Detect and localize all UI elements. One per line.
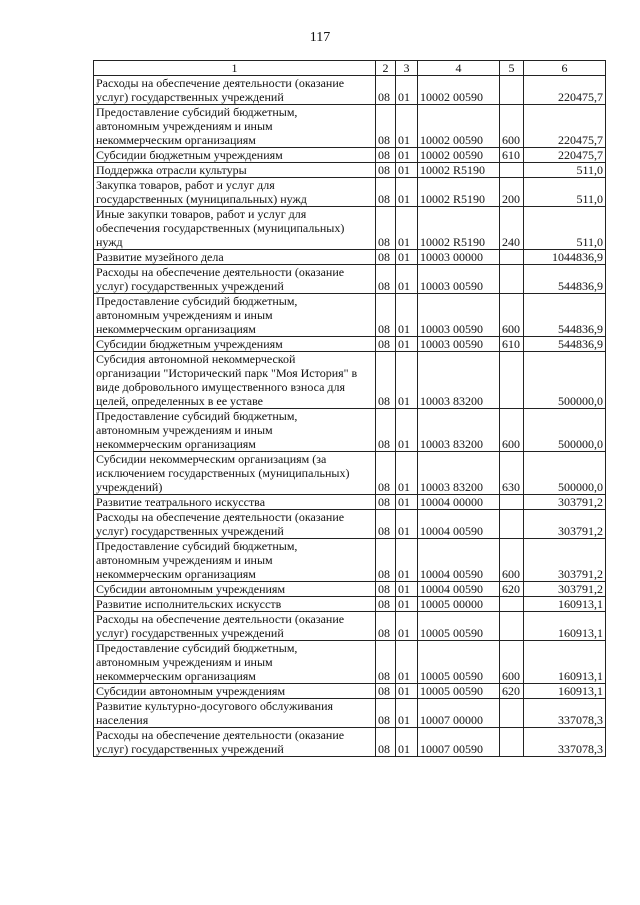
row-target-article: 10005 00590	[418, 641, 500, 684]
row-target-article: 10002 R5190	[418, 207, 500, 250]
row-section: 08	[376, 495, 396, 510]
row-section: 08	[376, 641, 396, 684]
row-target-article: 10005 00590	[418, 684, 500, 699]
table-row	[94, 684, 606, 699]
table-row	[94, 148, 606, 163]
row-amount: 544836,9	[524, 337, 606, 352]
row-section: 08	[376, 250, 396, 265]
row-target-article: 10002 00590	[418, 76, 500, 105]
row-subsection: 01	[396, 178, 418, 207]
row-subsection: 01	[396, 294, 418, 337]
row-amount: 544836,9	[524, 294, 606, 337]
row-target-article: 10003 83200	[418, 452, 500, 495]
row-section: 08	[376, 699, 396, 728]
row-amount: 220475,7	[524, 105, 606, 148]
row-subsection: 01	[396, 510, 418, 539]
row-subsection: 01	[396, 76, 418, 105]
row-amount: 220475,7	[524, 148, 606, 163]
header-row	[94, 61, 606, 76]
row-section: 08	[376, 728, 396, 757]
row-target-article: 10005 00000	[418, 597, 500, 612]
row-subsection: 01	[396, 163, 418, 178]
table-row	[94, 495, 606, 510]
row-expense-type: 620	[500, 582, 524, 597]
table-row	[94, 699, 606, 728]
row-target-article: 10003 00590	[418, 337, 500, 352]
row-subsection: 01	[396, 582, 418, 597]
budget-table	[93, 60, 606, 757]
row-section: 08	[376, 510, 396, 539]
row-amount: 303791,2	[524, 495, 606, 510]
row-name: Субсидии бюджетным учреждениям	[94, 337, 376, 352]
row-name: Предоставление субсидий бюджетным, автономным учреждениям и иным некоммерческим организациям	[94, 539, 376, 582]
row-target-article: 10003 83200	[418, 409, 500, 452]
row-target-article: 10004 00590	[418, 582, 500, 597]
row-section: 08	[376, 684, 396, 699]
row-target-article: 10004 00590	[418, 539, 500, 582]
row-section: 08	[376, 163, 396, 178]
row-amount: 160913,1	[524, 641, 606, 684]
row-amount: 511,0	[524, 207, 606, 250]
row-expense-type	[500, 163, 524, 178]
row-section: 08	[376, 612, 396, 641]
row-amount: 544836,9	[524, 265, 606, 294]
row-name: Расходы на обеспечение деятельности (оказание услуг) государственных учреждений	[94, 265, 376, 294]
row-section: 08	[376, 452, 396, 495]
row-expense-type	[500, 352, 524, 409]
row-amount: 337078,3	[524, 728, 606, 757]
row-expense-type: 630	[500, 452, 524, 495]
row-subsection: 01	[396, 265, 418, 294]
header-col-2: 2	[376, 61, 396, 76]
row-subsection: 01	[396, 728, 418, 757]
table-row	[94, 612, 606, 641]
row-name: Субсидии автономным учреждениям	[94, 582, 376, 597]
row-section: 08	[376, 265, 396, 294]
row-name: Субсидии бюджетным учреждениям	[94, 148, 376, 163]
row-name: Субсидии некоммерческим организациям (за исключением государственных (муниципальных) учреждений)	[94, 452, 376, 495]
row-target-article: 10004 00590	[418, 510, 500, 539]
row-target-article: 10003 83200	[418, 352, 500, 409]
row-subsection: 01	[396, 684, 418, 699]
table-row	[94, 597, 606, 612]
row-name: Закупка товаров, работ и услуг для государственных (муниципальных) нужд	[94, 178, 376, 207]
row-subsection: 01	[396, 409, 418, 452]
row-section: 08	[376, 352, 396, 409]
row-target-article: 10003 00590	[418, 265, 500, 294]
row-target-article: 10002 R5190	[418, 178, 500, 207]
row-expense-type	[500, 597, 524, 612]
table-body	[94, 76, 606, 757]
row-section: 08	[376, 76, 396, 105]
row-target-article: 10003 00000	[418, 250, 500, 265]
table-row	[94, 728, 606, 757]
row-expense-type: 600	[500, 105, 524, 148]
row-subsection: 01	[396, 495, 418, 510]
row-name: Предоставление субсидий бюджетным, автономным учреждениям и иным некоммерческим организациям	[94, 409, 376, 452]
row-name: Субсидия автономной некоммерческой организации "Исторический парк "Моя История" в виде добровольного имущественного взноса для целей, определенных в ее уставе	[94, 352, 376, 409]
row-subsection: 01	[396, 641, 418, 684]
table-row	[94, 76, 606, 105]
row-section: 08	[376, 337, 396, 352]
table-row	[94, 582, 606, 597]
row-section: 08	[376, 294, 396, 337]
row-target-article: 10004 00000	[418, 495, 500, 510]
row-name: Развитие культурно-досугового обслуживания населения	[94, 699, 376, 728]
row-expense-type	[500, 76, 524, 105]
row-amount: 511,0	[524, 178, 606, 207]
row-target-article: 10007 00590	[418, 728, 500, 757]
row-name: Расходы на обеспечение деятельности (оказание услуг) государственных учреждений	[94, 728, 376, 757]
row-target-article: 10007 00000	[418, 699, 500, 728]
row-name: Субсидии автономным учреждениям	[94, 684, 376, 699]
table-row	[94, 510, 606, 539]
row-expense-type	[500, 495, 524, 510]
row-amount: 160913,1	[524, 597, 606, 612]
table-row	[94, 641, 606, 684]
row-name: Расходы на обеспечение деятельности (оказание услуг) государственных учреждений	[94, 76, 376, 105]
row-expense-type	[500, 265, 524, 294]
table-row	[94, 178, 606, 207]
row-expense-type: 600	[500, 294, 524, 337]
row-target-article: 10003 00590	[418, 294, 500, 337]
row-amount: 303791,2	[524, 582, 606, 597]
header-col-1: 1	[94, 61, 376, 76]
row-target-article: 10002 R5190	[418, 163, 500, 178]
table-row	[94, 250, 606, 265]
row-subsection: 01	[396, 207, 418, 250]
row-expense-type: 610	[500, 337, 524, 352]
row-target-article: 10002 00590	[418, 148, 500, 163]
row-amount: 500000,0	[524, 352, 606, 409]
table-row	[94, 337, 606, 352]
table-row	[94, 163, 606, 178]
row-subsection: 01	[396, 597, 418, 612]
row-name: Иные закупки товаров, работ и услуг для обеспечения государственных (муниципальных) нужд	[94, 207, 376, 250]
header-col-3: 3	[396, 61, 418, 76]
header-col-4: 4	[418, 61, 500, 76]
table-row	[94, 294, 606, 337]
row-subsection: 01	[396, 699, 418, 728]
row-subsection: 01	[396, 148, 418, 163]
row-expense-type	[500, 728, 524, 757]
row-expense-type: 240	[500, 207, 524, 250]
table-row	[94, 452, 606, 495]
row-section: 08	[376, 105, 396, 148]
row-section: 08	[376, 148, 396, 163]
page-number: 117	[309, 30, 331, 45]
row-amount: 160913,1	[524, 684, 606, 699]
row-name: Предоставление субсидий бюджетным, автономным учреждениям и иным некоммерческим организациям	[94, 641, 376, 684]
row-section: 08	[376, 178, 396, 207]
row-subsection: 01	[396, 539, 418, 582]
row-amount: 303791,2	[524, 539, 606, 582]
header-col-5: 5	[500, 61, 524, 76]
table-row	[94, 265, 606, 294]
row-section: 08	[376, 409, 396, 452]
row-name: Развитие театрального искусства	[94, 495, 376, 510]
row-subsection: 01	[396, 612, 418, 641]
row-section: 08	[376, 539, 396, 582]
row-expense-type	[500, 612, 524, 641]
row-expense-type	[500, 510, 524, 539]
row-expense-type: 620	[500, 684, 524, 699]
row-name: Развитие исполнительских искусств	[94, 597, 376, 612]
row-expense-type: 600	[500, 409, 524, 452]
row-section: 08	[376, 582, 396, 597]
table-row	[94, 105, 606, 148]
row-name: Развитие музейного дела	[94, 250, 376, 265]
row-name: Поддержка отрасли культуры	[94, 163, 376, 178]
table-row	[94, 352, 606, 409]
row-amount: 500000,0	[524, 452, 606, 495]
row-expense-type: 200	[500, 178, 524, 207]
row-expense-type: 600	[500, 539, 524, 582]
row-subsection: 01	[396, 452, 418, 495]
row-name: Предоставление субсидий бюджетным, автономным учреждениям и иным некоммерческим организациям	[94, 105, 376, 148]
row-name: Предоставление субсидий бюджетным, автономным учреждениям и иным некоммерческим организациям	[94, 294, 376, 337]
row-target-article: 10002 00590	[418, 105, 500, 148]
header-col-6: 6	[524, 61, 606, 76]
row-amount: 160913,1	[524, 612, 606, 641]
row-subsection: 01	[396, 250, 418, 265]
row-amount: 1044836,9	[524, 250, 606, 265]
row-expense-type: 600	[500, 641, 524, 684]
row-target-article: 10005 00590	[418, 612, 500, 641]
row-expense-type: 610	[500, 148, 524, 163]
row-subsection: 01	[396, 105, 418, 148]
row-amount: 337078,3	[524, 699, 606, 728]
row-name: Расходы на обеспечение деятельности (оказание услуг) государственных учреждений	[94, 612, 376, 641]
row-section: 08	[376, 597, 396, 612]
table-row	[94, 207, 606, 250]
row-section: 08	[376, 207, 396, 250]
row-expense-type	[500, 250, 524, 265]
row-subsection: 01	[396, 352, 418, 409]
row-amount: 220475,7	[524, 76, 606, 105]
table-row	[94, 409, 606, 452]
table-row	[94, 539, 606, 582]
row-amount: 500000,0	[524, 409, 606, 452]
row-subsection: 01	[396, 337, 418, 352]
row-expense-type	[500, 699, 524, 728]
row-amount: 303791,2	[524, 510, 606, 539]
row-name: Расходы на обеспечение деятельности (оказание услуг) государственных учреждений	[94, 510, 376, 539]
row-amount: 511,0	[524, 163, 606, 178]
